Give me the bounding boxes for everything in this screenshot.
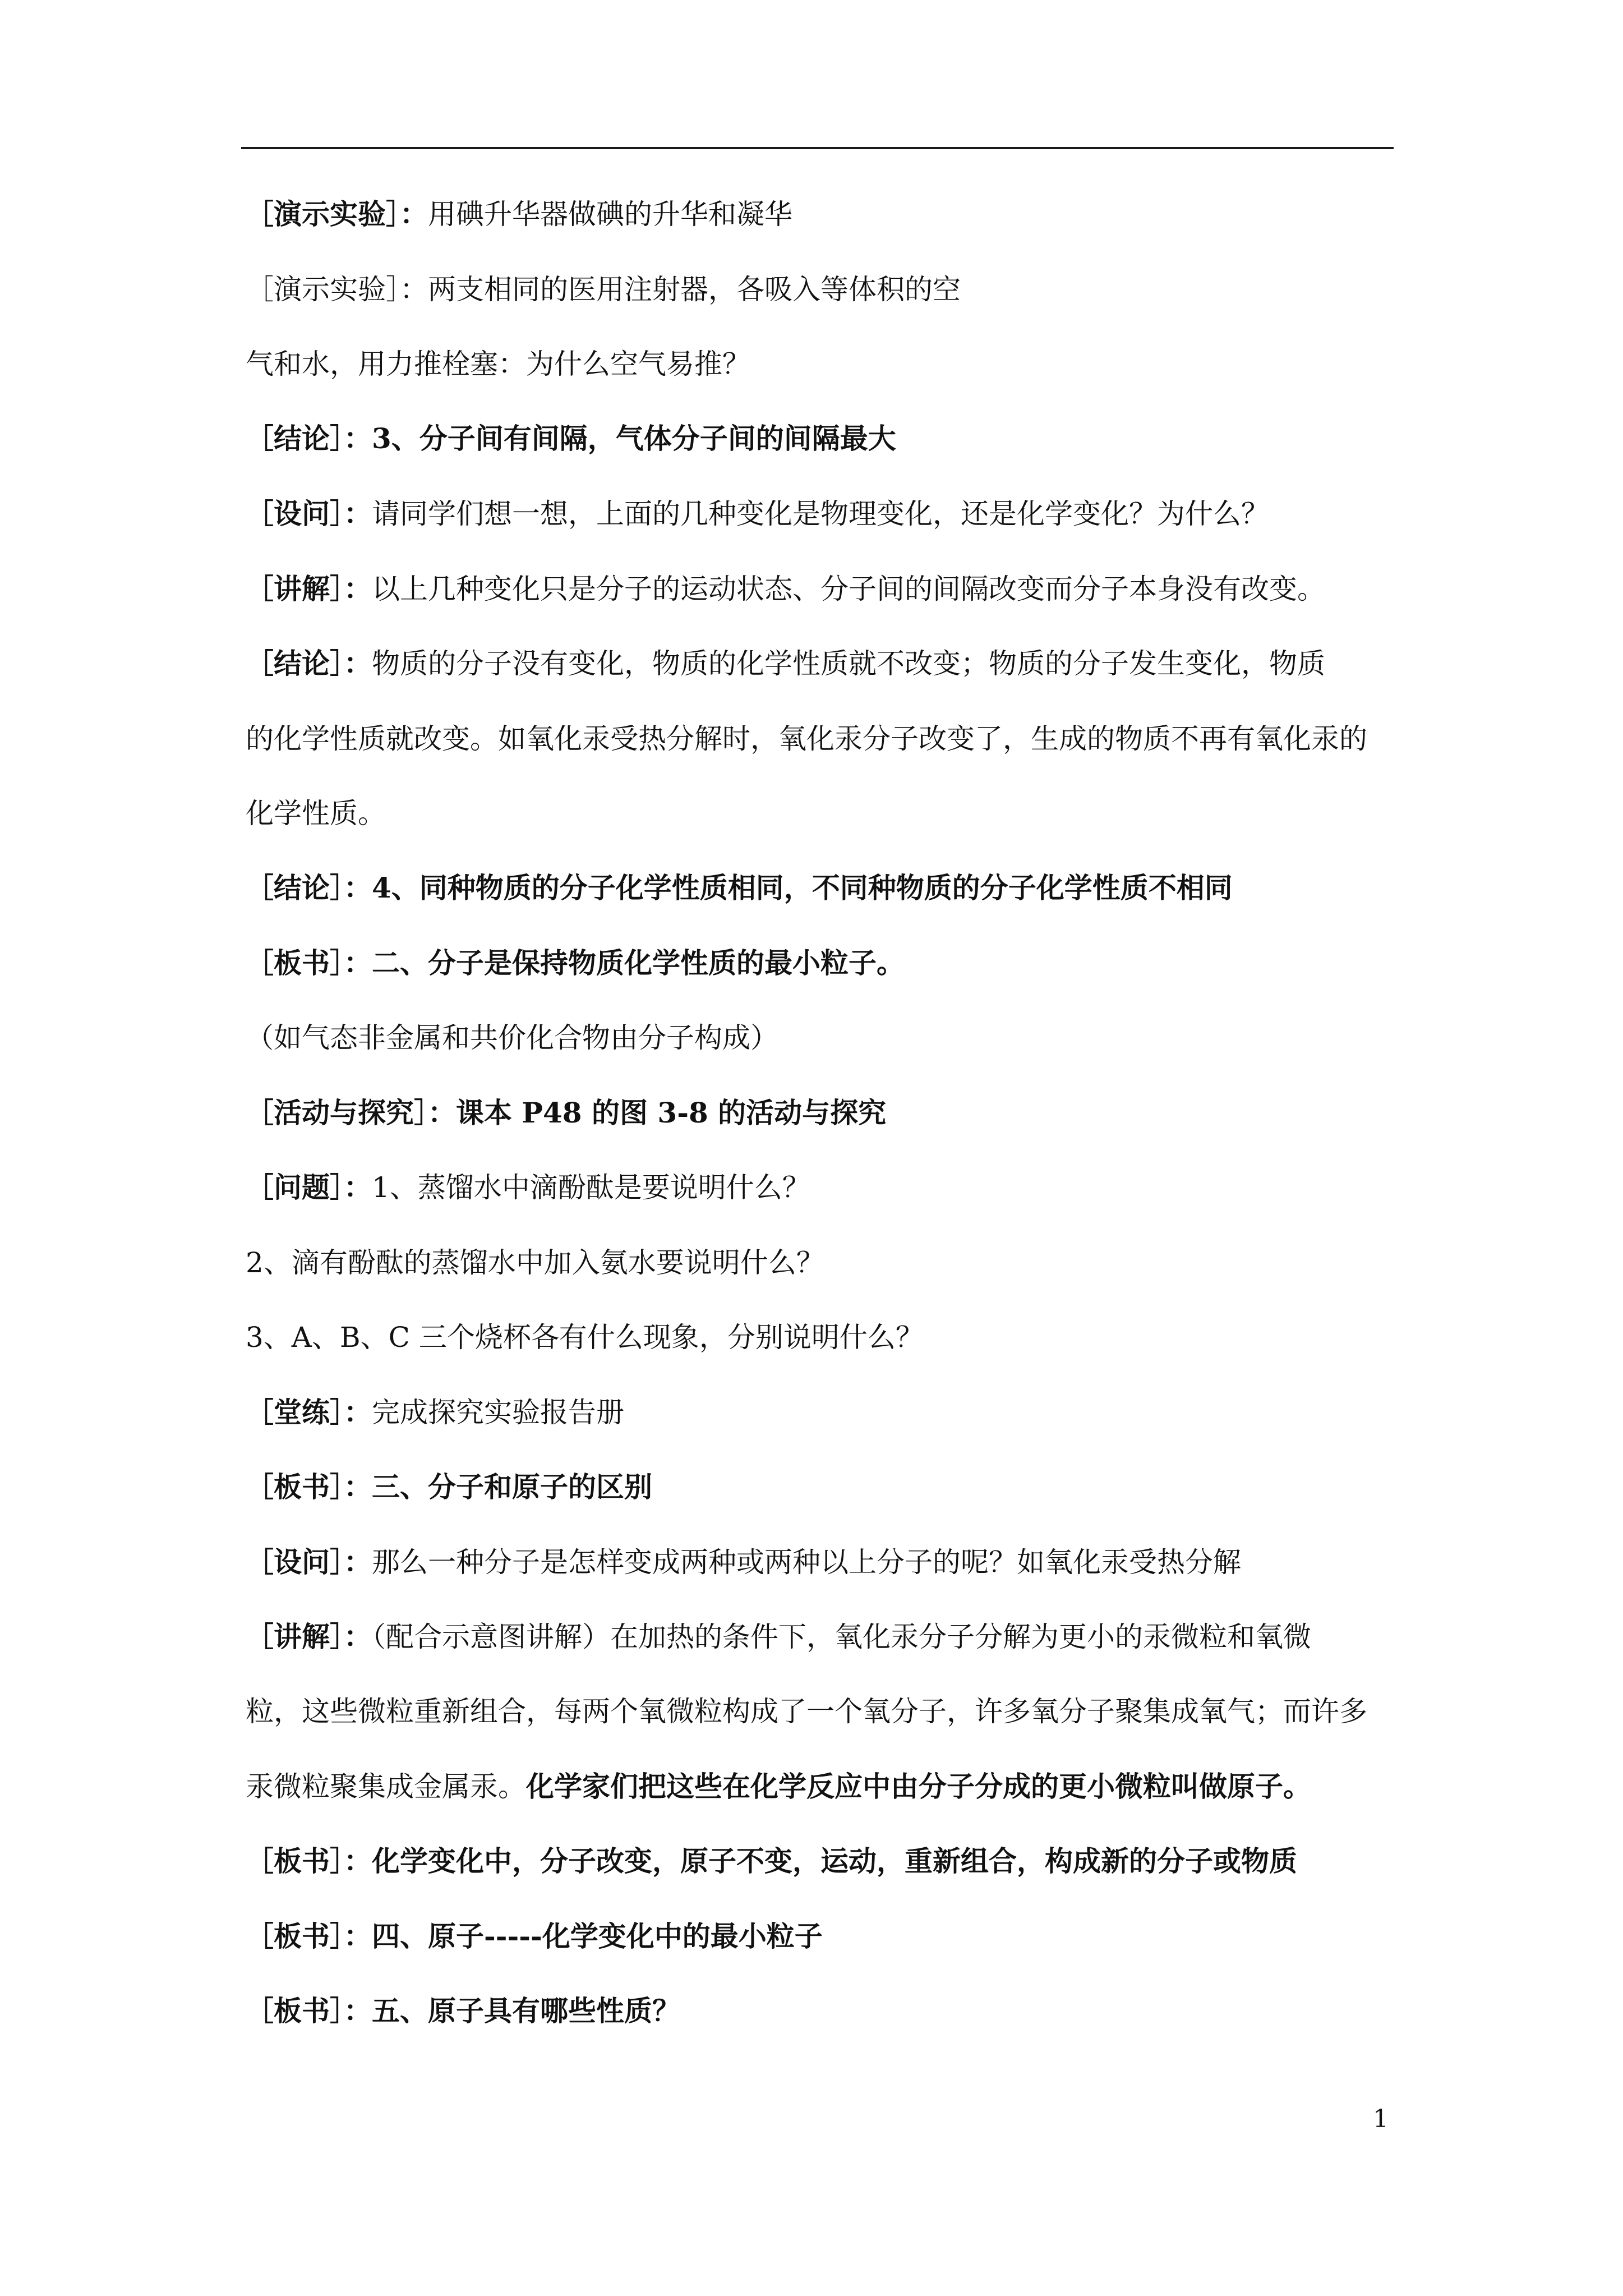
- line-text: 完成探究实验报告册: [372, 1396, 624, 1429]
- line-text: 三、分子和原子的区别: [372, 1470, 652, 1503]
- text-line: [246, 1920, 823, 1953]
- line-separator: ：: [344, 1920, 372, 1953]
- line-tag: ［结论］: [246, 871, 344, 904]
- line-text: 二、分子是保持物质化学性质的最小粒子。: [372, 946, 905, 979]
- line-separator: ：: [344, 1994, 372, 2027]
- text-line: [246, 347, 750, 381]
- line-text: 粒，这些微粒重新组合，每两个氧微粒构成了一个氧分子，许多氧分子聚集成氧气；而许多: [246, 1695, 1367, 1728]
- line-tag: ［演示实验］: [246, 273, 400, 306]
- line-separator: ：: [344, 1171, 372, 1204]
- line-tag: ［讲解］: [246, 1620, 344, 1653]
- text-line: [246, 497, 1269, 531]
- line-text: 五、原子具有哪些性质？: [372, 1994, 680, 2027]
- text-line: [246, 1470, 652, 1504]
- text-line: [246, 1096, 886, 1130]
- line-tag: ［板书］: [246, 1994, 344, 2027]
- line-tag: ［讲解］: [246, 572, 344, 605]
- line-text: （配合示意图讲解）在加热的条件下，氧化汞分子分解为更小的汞微粒和氧微: [372, 1621, 1311, 1653]
- line-text: 气和水，用力推栓塞：为什么空气易推？: [246, 348, 750, 380]
- line-tag: ［演示实验］: [246, 197, 400, 231]
- line-separator: ：: [428, 1096, 456, 1129]
- text-line: [246, 1545, 1241, 1579]
- line-separator: ：: [344, 497, 372, 530]
- line-text: 化学变化中，分子改变，原子不变，运动，重新组合，构成新的分子或物质: [372, 1844, 1297, 1878]
- text-line: [246, 1620, 1311, 1654]
- line-tag: ［活动与探究］: [246, 1096, 428, 1129]
- text-line: [246, 1396, 624, 1429]
- text-line: [246, 946, 905, 980]
- line-text: 那么一种分子是怎样变成两种或两种以上分子的呢？如氧化汞受热分解: [372, 1546, 1241, 1579]
- line-separator: ：: [344, 572, 372, 605]
- text-line: [246, 1246, 824, 1280]
- line-separator: ：: [400, 273, 428, 306]
- line-text: （如气态非金属和共价化合物由分子构成）: [246, 1022, 778, 1054]
- line-text: 请同学们想一想，上面的几种变化是物理变化，还是化学变化？为什么？: [372, 498, 1269, 530]
- line-separator: ：: [344, 1844, 372, 1878]
- text-line: [246, 1021, 778, 1055]
- text-line: [246, 273, 961, 306]
- line-text: 的化学性质就改变。如氧化汞受热分解时，氧化汞分子改变了，生成的物质不再有氧化汞的: [246, 723, 1367, 755]
- text-line: [246, 1171, 810, 1204]
- line-tag: ［板书］: [246, 946, 344, 979]
- line-text: 3、分子间有间隔，气体分子间的间隔最大: [372, 422, 896, 455]
- text-line: [246, 422, 896, 455]
- text-line: [246, 572, 1325, 606]
- text-line: [246, 871, 1233, 905]
- line-text: 两支相同的医用注射器，各吸入等体积的空: [428, 273, 961, 306]
- text-line: [246, 1844, 1297, 1878]
- text-line: [246, 1320, 924, 1354]
- line-text: 2、滴有酚酞的蒸馏水中加入氨水要说明什么？: [246, 1246, 824, 1279]
- text-line: [246, 722, 1367, 756]
- line-text: 用碘升华器做碘的升华和凝华: [428, 198, 792, 231]
- line-text: 汞微粒聚集成金属汞。: [246, 1770, 526, 1803]
- line-separator: ：: [344, 946, 372, 979]
- line-separator: ：: [344, 1620, 372, 1653]
- line-separator: ：: [344, 1545, 372, 1579]
- text-line: [246, 1770, 1311, 1803]
- line-separator: ：: [344, 1470, 372, 1503]
- page-number: 1: [1373, 2105, 1389, 2133]
- line-tag: ［板书］: [246, 1844, 344, 1878]
- line-tag: ［结论］: [246, 647, 344, 680]
- line-separator: ：: [400, 197, 428, 231]
- line-text: 化学性质。: [246, 797, 386, 830]
- line-text: 物质的分子没有变化，物质的化学性质就不改变；物质的分子发生变化，物质: [372, 647, 1325, 680]
- line-separator: ：: [344, 871, 372, 904]
- text-line: [246, 1695, 1367, 1728]
- line-separator: ：: [344, 1396, 372, 1429]
- line-tag: ［堂练］: [246, 1396, 344, 1429]
- line-text: 3、A、B、C 三个烧杯各有什么现象，分别说明什么？: [246, 1321, 924, 1354]
- line-text: 四、原子-----化学变化中的最小粒子: [372, 1920, 823, 1953]
- line-tag: ［板书］: [246, 1470, 344, 1503]
- line-separator: ：: [344, 422, 372, 455]
- line-tag: ［设问］: [246, 497, 344, 530]
- text-line: [246, 1994, 680, 2028]
- line-text: 以上几种变化只是分子的运动状态、分子间的间隔改变而分子本身没有改变。: [372, 573, 1325, 605]
- text-line: [246, 197, 792, 231]
- line-tag: ［设问］: [246, 1545, 344, 1579]
- line-separator: ：: [344, 647, 372, 680]
- text-line: [246, 797, 386, 830]
- line-text-bold: 化学家们把这些在化学反应中由分子分成的更小微粒叫做原子。: [526, 1770, 1311, 1803]
- line-text: 1、蒸馏水中滴酚酞是要说明什么？: [372, 1171, 810, 1204]
- line-tag: ［问题］: [246, 1171, 344, 1204]
- header-rule: [241, 147, 1394, 149]
- line-text: 4、同种物质的分子化学性质相同，不同种物质的分子化学性质不相同: [372, 871, 1233, 904]
- text-line: [246, 647, 1325, 680]
- line-tag: ［结论］: [246, 422, 344, 455]
- line-tag: ［板书］: [246, 1920, 344, 1953]
- line-text: 课本 P48 的图 3-8 的活动与探究: [456, 1096, 887, 1129]
